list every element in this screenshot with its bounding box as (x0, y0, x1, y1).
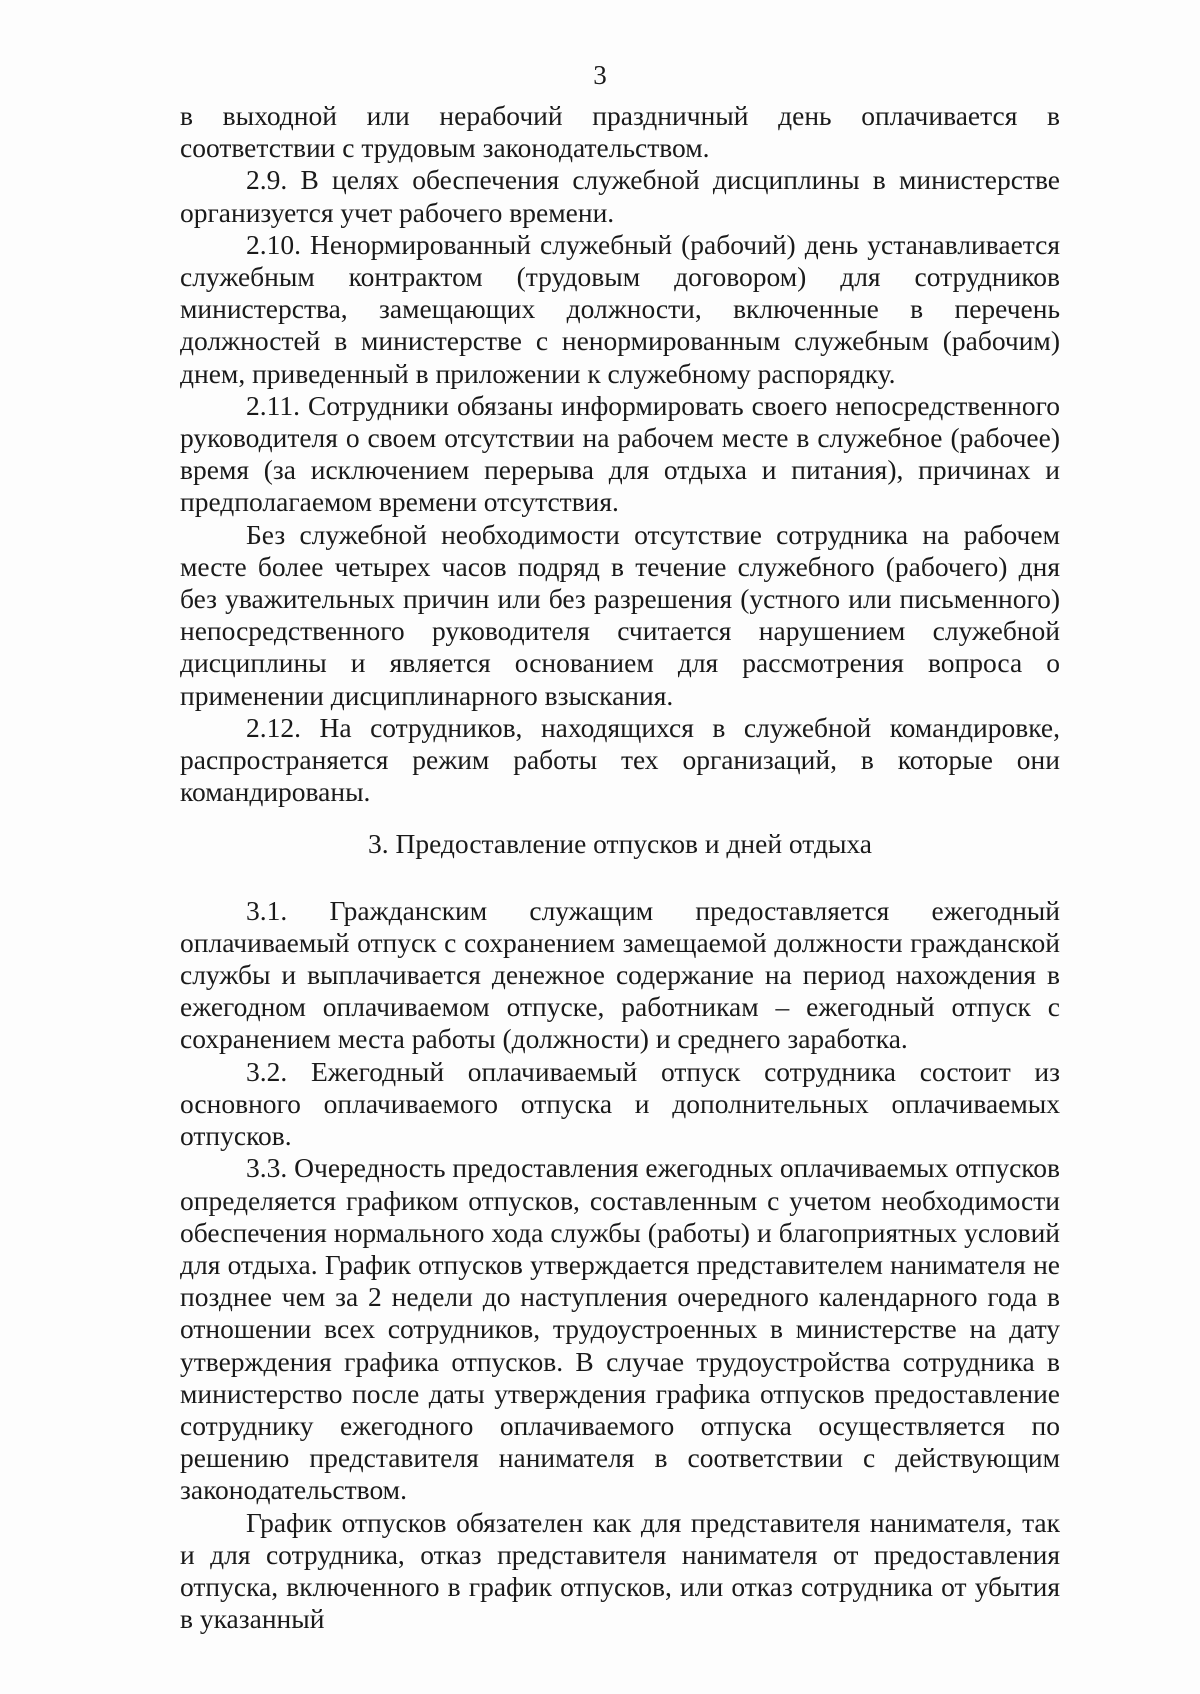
paragraph-3-2: 3.2. Ежегодный оплачиваемый отпуск сотрудника состоит из основного оплачиваемого отпуска и дополнительных оплачиваемых отпусков. (180, 1055, 1060, 1152)
paragraph-2-9: 2.9. В целях обеспечения служебной дисциплины в министерстве организуется учет рабочего времени. (180, 164, 1060, 228)
document-body (180, 100, 1060, 1635)
paragraph-vacation-schedule: График отпусков обязателен как для представителя нанимателя, так и для сотрудника, отказ представителя нанимателя от предоставления отпуска, включенного в график отпусков, или отказ сотрудника от убытия в указанный (180, 1506, 1060, 1635)
page-number: 3 (593, 60, 607, 90)
paragraph-3-1: 3.1. Гражданским служащим предоставляется ежегодный оплачиваемый отпуск с сохранением замещаемой должности гражданской службы и выплачивается денежное содержание на период нахождения в ежегодном оплачиваемом отпуске, работникам – ежегодный отпуск с сохранением места работы (должности) и среднего заработка. (180, 894, 1060, 1055)
paragraph-2-10: 2.10. Ненормированный служебный (рабочий) день устанавливается служебным контрактом (трудовым договором) для сотрудников министерства, замещающих должности, включенные в перечень должностей в министерстве с ненормированным служебным (рабочим) днем, приведенный в приложении к служебному распорядку. (180, 228, 1060, 389)
paragraph-continuation: в выходной или нерабочий праздничный день оплачивается в соответствии с трудовым законодательством. (180, 100, 1060, 164)
paragraph-2-12: 2.12. На сотрудников, находящихся в служебной командировке, распространяется режим работы тех организаций, в которые они командированы. (180, 711, 1060, 808)
paragraph-3-3: 3.3. Очередность предоставления ежегодных оплачиваемых отпусков определяется графиком отпусков, составленным с учетом необходимости обеспечения нормального хода службы (работы) и благоприятных условий для отдыха. График отпусков утверждается представителем нанимателя не позднее чем за 2 недели до наступления очередного календарного года в отношении всех сотрудников, трудоустроенных в министерстве на дату утверждения графика отпусков. В случае трудоустройства сотрудника в министерство после даты утверждения графика отпусков предоставление сотруднику ежегодного оплачиваемого отпуска осуществляется по решению представителя нанимателя в соответствии с действующим законодательством. (180, 1152, 1060, 1506)
paragraph-absence-rule: Без служебной необходимости отсутствие сотрудника на рабочем месте более четырех часов подряд в течение служебного (рабочего) дня без уважительных причин или без разрешения (устного или письменного) непосредственного руководителя считается нарушением служебной дисциплины и является основанием для рассмотрения вопроса о применении дисциплинарного взыскания. (180, 518, 1060, 711)
paragraph-2-11: 2.11. Сотрудники обязаны информировать своего непосредственного руководителя о своем отсутствии на рабочем месте в служебное (рабочее) время (за исключением перерыва для отдыха и питания), причинах и предполагаемом времени отсутствия. (180, 389, 1060, 518)
section-heading: 3. Предоставление отпусков и дней отдыха (367, 828, 873, 860)
